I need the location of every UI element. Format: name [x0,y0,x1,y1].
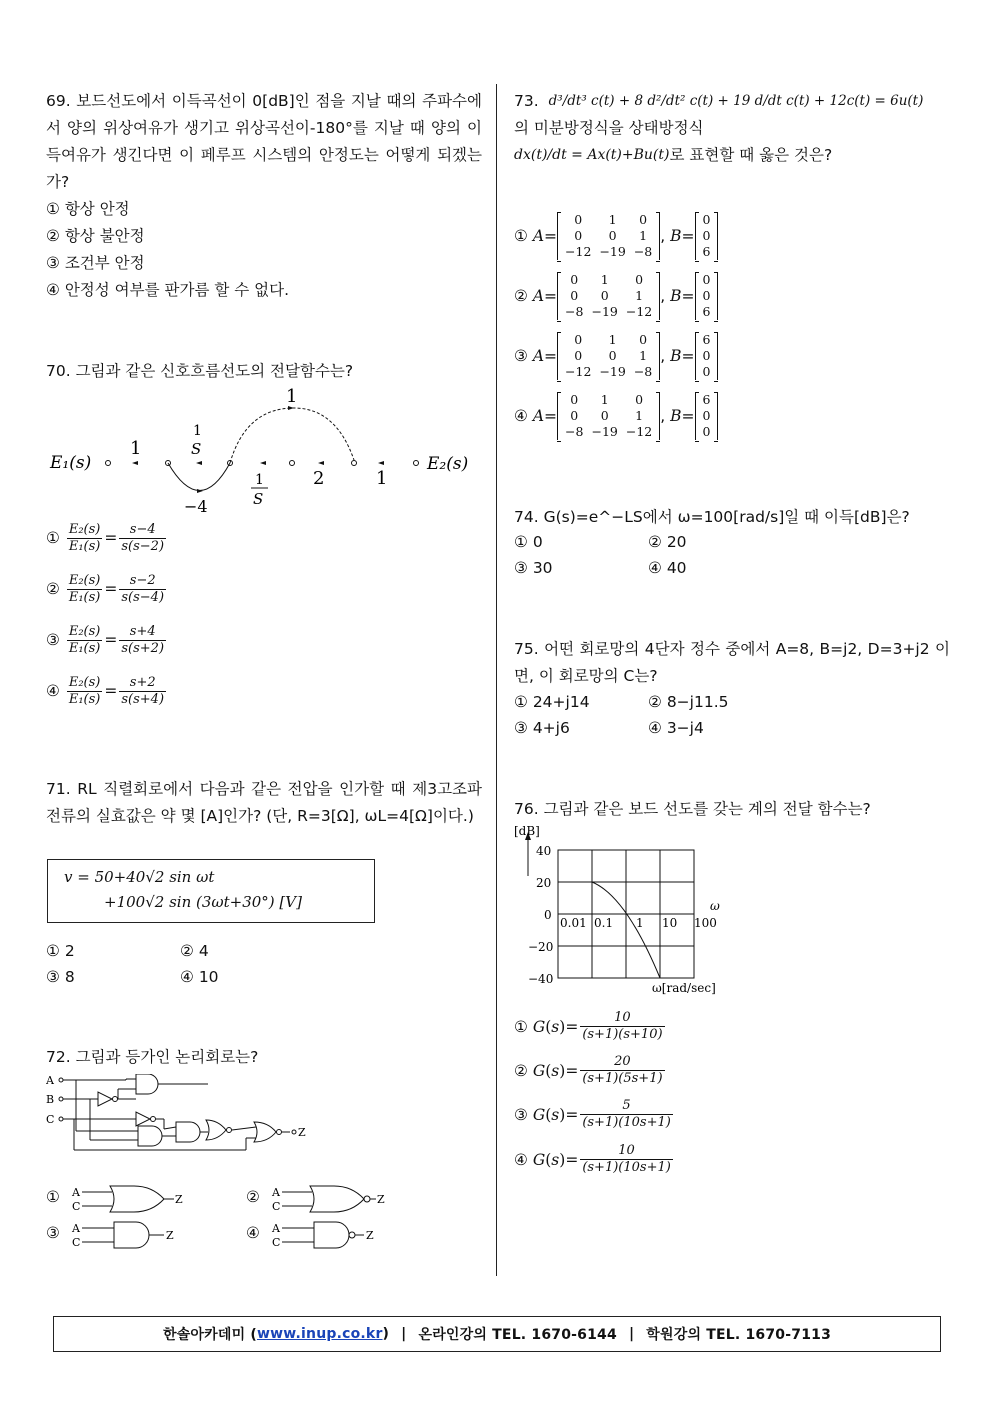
sfg-gain-2-num: 1 [193,423,202,439]
svg-text:Z: Z [175,1193,183,1206]
bode-xtick: 10 [662,916,678,930]
state-equation: dx(t)/dt = Ax(t)+Bu(t) [514,147,670,163]
question-76 [514,796,950,823]
q72-option-2-gate [270,1182,390,1216]
option[interactable]: ③ 조건부 안정 [46,254,145,272]
footer-after-url: ) [382,1326,390,1342]
bode-ylabel: [dB] [514,826,540,838]
sfg-feedback-gain: −4 [184,497,208,516]
column-divider [496,84,497,1276]
question-72 [46,1044,482,1071]
question-70-text: 70. 그림과 같은 신호흐름선도의 전달함수는? [46,362,354,380]
option[interactable]: ② 항상 불안정 [46,227,145,245]
option[interactable]: ④ 안정성 여부를 판가름 할 수 없다. [46,281,290,299]
q70-option-3[interactable]: ③ $\frac{\text{E₂(s)}}{\text{E₁(s)}}$ = $\frac{s+4}{s(s+2)}$ [46,624,165,656]
sfg-output-label: E₂(s) [427,454,469,474]
q73-option-1[interactable]: ① A = 0 1 0 0 0 1 −12 −19 −8 , B = 0 0 6 [514,212,718,260]
question-76-text: 76. 그림과 같은 보드 선도를 갖는 계의 전달 함수는? [514,800,871,818]
logic-circuit-diagram [46,1074,326,1166]
q76-option-1[interactable]: ① G ( s )= $\frac{10}{(s+1)(s+10)}$ [514,1010,663,1042]
bode-ytick: −20 [528,940,554,954]
footer-separator: | [401,1326,407,1342]
question-73-equation: d³/dt³ c(t) + 8 d²/dt² c(t) + 19 d/dt c(t) + 12c(t) = 6u(t) [548,93,924,109]
q76-option-2[interactable]: ② G ( s )= $\frac{20}{(s+1)(5s+1)}$ [514,1054,663,1086]
voltage-formula-line-1: v = 50+40√2 sin ωt [64,868,215,886]
q72-option-4-gate [270,1218,390,1252]
option[interactable]: ② 4 [180,942,209,960]
sfg-gain-4: 2 [313,468,325,489]
option[interactable]: ② 8−j11.5 [648,693,729,711]
question-74 [514,504,950,531]
q72-option-3-gate [70,1218,190,1252]
svg-text:Z: Z [366,1229,374,1242]
option[interactable]: ① 항상 안정 [46,200,130,218]
logic-output-z: Z [298,1126,306,1139]
q70-option-4[interactable]: ④ $\frac{\text{E₂(s)}}{\text{E₁(s)}}$ = $\frac{s+2}{s(s+4)}$ [46,675,165,707]
q72-option-2[interactable]: ② [246,1188,260,1206]
sfg-input-label: E₁(s) [50,453,92,473]
sfg-gain-5: 1 [376,468,388,489]
bode-ytick: 0 [544,908,552,922]
q73-option-4[interactable]: ④ A = 0 1 0 0 0 1 −8 −19 −12 , B = 6 0 0 [514,392,718,440]
option[interactable]: ④ 3−j4 [648,719,704,737]
option[interactable]: ① 24+j14 [514,693,590,711]
svg-text:A: A [72,1186,80,1199]
footer-offline-tel: 학원강의 TEL. 1670-7113 [646,1327,832,1343]
question-69-text: 69. 보드선도에서 이득곡선이 0[dB]인 점을 지날 때의 주파수에서 양의 위상여유가 생기고 위상곡선이-180°를 지날 때 양의 이득여유가 생긴다면 이 페루프 시스템의 안정도는 어떻게 되겠는가? [46,92,482,191]
bode-xlabel-top: ω [710,899,720,913]
sfg-gain-3-den: S [253,490,264,508]
question-71 [46,776,482,830]
bode-ytick: −40 [528,972,554,986]
svg-text:A: A [72,1222,80,1235]
sfg-gain-1: 1 [130,438,142,459]
question-71-text: 71. RL 직렬회로에서 다음과 같은 전압을 인가할 때 제3고조파 전류의 실효값은 약 몇 [A]인가? (단, R=3[Ω], ωL=4[Ω]이다.) [46,780,482,825]
option[interactable]: ① 0 [514,533,543,551]
bode-xlabel-bottom: ω[rad/sec] [652,981,716,995]
logic-input-a: A [46,1074,54,1087]
logic-input-b: B [46,1093,55,1106]
svg-text:Z: Z [377,1193,385,1206]
question-69 [46,88,482,304]
option[interactable]: ④ 10 [180,968,219,986]
sfg-gain-2-den: S [191,440,202,458]
option[interactable]: ① 2 [46,942,75,960]
svg-text:C: C [72,1236,81,1249]
svg-text:C: C [72,1200,81,1213]
bode-xtick: 100 [694,916,717,930]
footer-link[interactable]: www.inup.co.kr [257,1326,383,1342]
question-70 [46,358,482,385]
footer-academy: 한솔아카데미 ( [162,1327,257,1343]
question-75 [514,636,950,690]
q70-option-1[interactable]: ① $\frac{\text{E₂(s)}}{\text{E₁(s)}}$ = $\frac{s-4}{s(s-2)}$ [46,522,165,554]
svg-text:A: A [272,1186,280,1199]
sfg-feedforward-gain: 1 [286,388,298,407]
svg-text:Z: Z [166,1229,174,1242]
question-75-text: 75. 어떤 회로망의 4단자 정수 중에서 A=8, B=j2, D=3+j2 이면, 이 회로망의 C는? [514,640,950,685]
question-69-options [46,196,482,304]
question-73-number: 73. [514,92,539,110]
q72-option-3[interactable]: ③ [46,1224,60,1242]
footer-online-tel: 온라인강의 TEL. 1670-6144 [418,1327,617,1343]
bode-xtick: 1 [636,916,644,930]
q70-option-2[interactable]: ② $\frac{\text{E₂(s)}}{\text{E₁(s)}}$ = $\frac{s-2}{s(s-4)}$ [46,573,165,605]
q76-option-3[interactable]: ③ G ( s )= $\frac{5}{(s+1)(10s+1)}$ [514,1098,671,1130]
logic-input-c: C [46,1113,55,1126]
svg-text:A: A [272,1222,280,1235]
q73-option-2[interactable]: ② A = 0 1 0 0 0 1 −8 −19 −12 , B = 0 0 6 [514,272,718,320]
signal-flow-graph [46,388,482,518]
bode-ytick: 40 [536,844,552,858]
question-74-text: 74. G(s)=e^−LS에서 ω=100[rad/s]일 때 이득[dB]은? [514,508,910,526]
bode-ytick: 20 [536,876,552,890]
bode-xtick: 0.01 [560,916,587,930]
voltage-formula-box [47,859,375,923]
q72-option-1-gate [70,1182,190,1216]
question-73-text-end: 로 표현할 때 옳은 것은? [669,146,833,164]
svg-text:C: C [272,1200,281,1213]
bode-plot [514,826,734,996]
option[interactable]: ② 20 [648,533,687,551]
question-72-text: 72. 그림과 등가인 논리회로는? [46,1048,259,1066]
option[interactable]: ③ 30 [514,559,553,577]
option[interactable]: ③ 4+j6 [514,719,570,737]
q73-option-3[interactable]: ③ A = 0 1 0 0 0 1 −12 −19 −8 , B = 6 0 0 [514,332,718,380]
question-73 [514,88,950,169]
voltage-formula-line-2: +100√2 sin (3ωt+30°) [V] [104,893,302,911]
q72-option-4[interactable]: ④ [246,1224,260,1242]
q76-option-4[interactable]: ④ G ( s )= $\frac{10}{(s+1)(10s+1)}$ [514,1143,671,1175]
option[interactable]: ④ 40 [648,559,687,577]
q72-option-1[interactable]: ① [46,1188,60,1206]
footer [53,1316,941,1352]
sfg-gain-3-num: 1 [255,472,264,488]
question-73-text: 의 미분방정식을 상태방정식 [514,119,704,137]
svg-text:C: C [272,1236,281,1249]
option[interactable]: ③ 8 [46,968,75,986]
footer-separator: | [628,1326,635,1342]
bode-xtick: 0.1 [594,916,614,930]
